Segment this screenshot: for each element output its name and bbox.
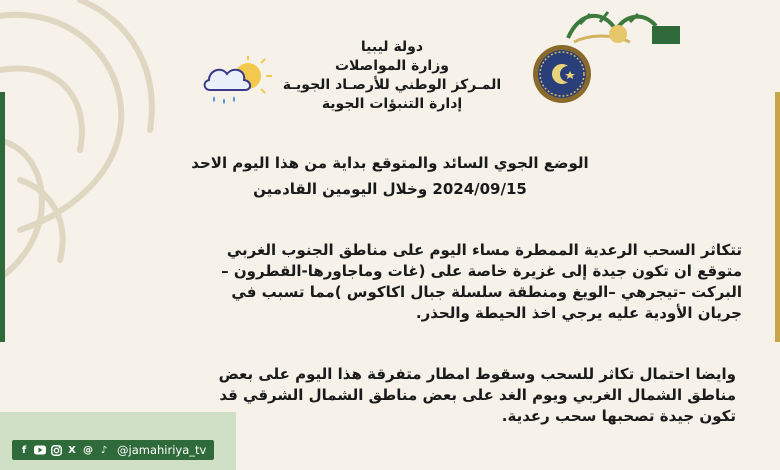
title-line-1: الوضع الجوي السائد والمتوقع بداية من هذا اليوم الاحد — [191, 154, 589, 172]
instagram-icon[interactable] — [50, 444, 62, 456]
title-line-2: 2024/09/15 وخلال اليومين القادمين — [253, 180, 527, 198]
facebook-icon[interactable]: f — [21, 444, 27, 456]
right-gold-bar — [775, 92, 780, 342]
tiktok-icon[interactable]: ♪ — [100, 444, 108, 456]
header-ministry: وزارة المواصلات — [334, 58, 449, 74]
header-department: إدارة التنبؤات الجوية — [321, 96, 463, 112]
ministry-seal-icon — [532, 44, 592, 104]
header-country: دولة ليبيا — [360, 39, 424, 55]
header-block — [262, 38, 522, 114]
social-media-bar — [12, 440, 214, 460]
forecast-paragraph-1: تتكاثر السحب الرعدية الممطرة مساء اليوم على مناطق الجنوب الغربي متوقع ان تكون جيدة إلى غزيرة خاصة على (غات وماجاورها-القطرون –البركت –تيجرهي –الويغ ومنطقة سلسلة جبال اكاكوس )مما تسبب في جريان الأودية عليه يرجي اخذ الحيطة والحذر. — [221, 241, 742, 322]
threads-icon[interactable]: @ — [83, 444, 93, 456]
forecast-paragraph-2: وايضا احتمال تكاثر للسحب وسقوط امطار متفرقة هذا اليوم على بعض مناطق الشمال الغربي ويوم الغد على بعض مناطق الشمال الشرقي قد تكون جيدة تصحبها سحب رعدية. — [218, 365, 736, 425]
left-green-bar — [0, 92, 5, 342]
header-center: المـركز الوطني للأرصـاد الجويـة — [282, 77, 502, 93]
youtube-icon[interactable] — [34, 444, 46, 456]
calligraphy-logo — [560, 4, 680, 48]
x-icon[interactable]: X — [68, 444, 76, 456]
bulletin-title — [120, 150, 660, 202]
social-handle[interactable]: @jamahiriya_tv — [117, 443, 207, 457]
